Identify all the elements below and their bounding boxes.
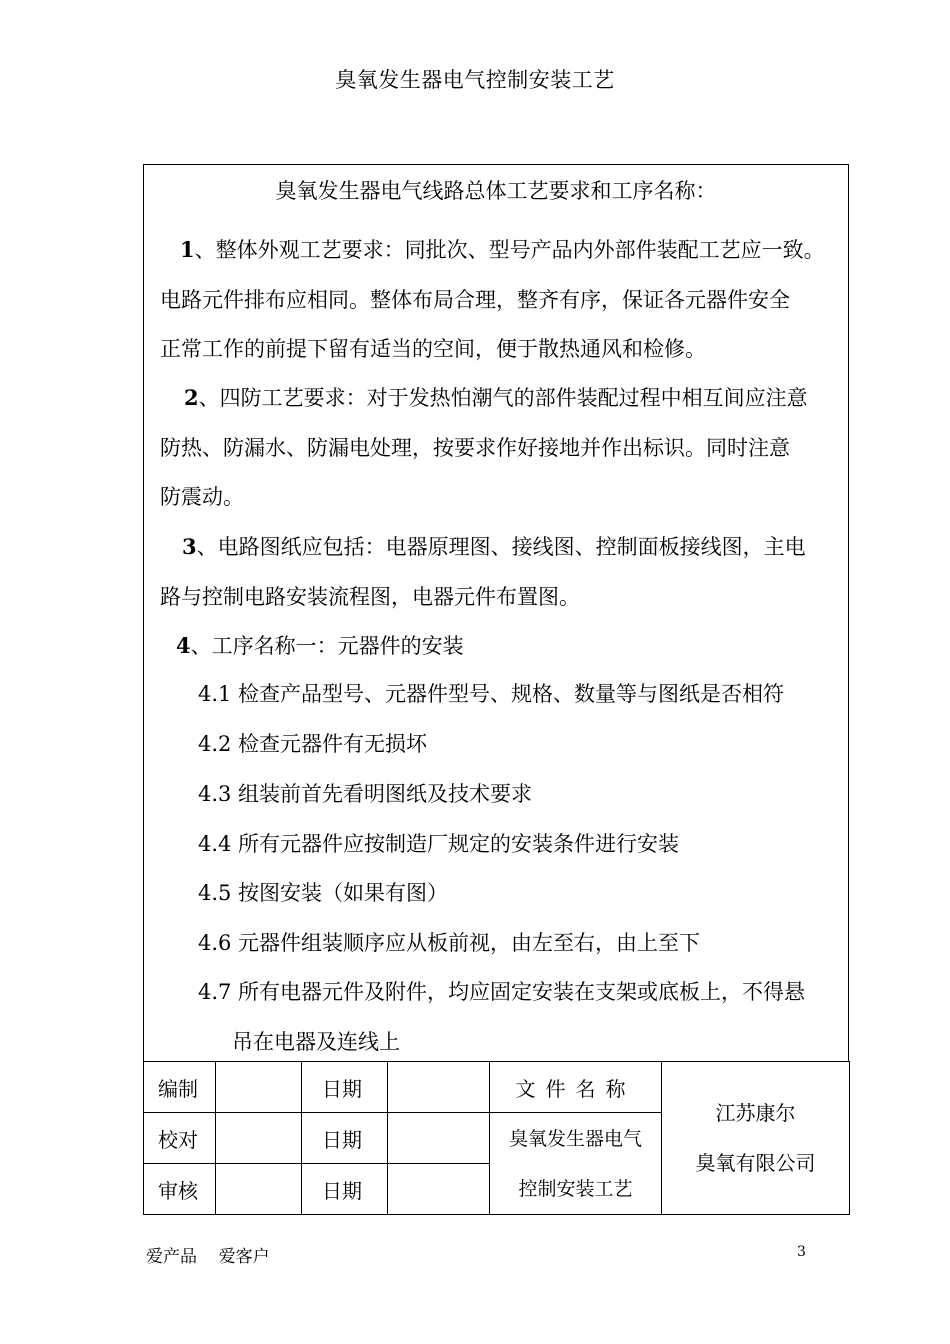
item-number: 4.7 <box>198 980 232 1004</box>
list-item <box>198 720 427 770</box>
date-value <box>388 1062 490 1113</box>
doc-name-line: 控制安装工艺 <box>518 1177 633 1200</box>
item-text: 检查产品型号、元器件型号、规格、数量等与图纸是否相符 <box>238 682 784 706</box>
page-header-title: 臭氧发生器电气控制安装工艺 <box>335 68 615 92</box>
paragraph-4 <box>160 621 840 672</box>
date-label: 日期 <box>302 1062 388 1113</box>
list-item <box>198 820 679 870</box>
item-text: 元器件组装顺序应从板前视，由左至右，由上至下 <box>238 931 700 955</box>
checked-by-label: 校对 <box>144 1113 216 1164</box>
company-line: 臭氧有限公司 <box>695 1151 816 1175</box>
doc-name-header: 文件名称 <box>490 1062 662 1113</box>
paragraph-line: 、四防工艺要求：对于发热怕潮气的部件装配过程中相互间应注意 <box>198 386 808 410</box>
date-label: 日期 <box>302 1113 388 1164</box>
table-row <box>144 1062 850 1113</box>
paragraph-2 <box>160 373 840 523</box>
list-item <box>198 968 805 1018</box>
paragraph-number: 1 <box>180 237 195 262</box>
paragraph-number: 2 <box>184 385 199 410</box>
paragraph-line: 电路元件排布应相同。整体布局合理，整齐有序，保证各元器件安全 <box>160 287 790 312</box>
list-item <box>198 770 532 820</box>
content-box <box>143 164 849 1062</box>
paragraph-3 <box>160 522 840 622</box>
item-text: 所有电器元件及附件，均应固定安装在支架或底板上，不得悬 <box>238 980 805 1004</box>
item-number: 4.6 <box>198 931 232 955</box>
paragraph-line: 、工序名称一：元器件的安装 <box>190 634 464 658</box>
list-item <box>198 919 700 969</box>
item-text: 组装前首先看明图纸及技术要求 <box>238 782 532 806</box>
item-number: 4.1 <box>198 682 232 706</box>
paragraph-line: 防热、防漏水、防漏电处理，按要求作好接地并作出标识。同时注意 <box>160 435 790 460</box>
item-number: 4.2 <box>198 732 232 756</box>
checked-by-value <box>216 1113 302 1164</box>
paragraph-line: 、电路图纸应包括：电器原理图、接线图、控制面板接线图，主电 <box>196 535 806 559</box>
paragraph-number: 4 <box>176 633 191 658</box>
footer-slogan: 爱产品 爱客户 <box>146 1247 270 1267</box>
paragraph-line: 防震动。 <box>160 485 244 509</box>
prepared-by-value <box>216 1062 302 1113</box>
doc-name <box>490 1113 662 1215</box>
list-item <box>198 869 448 919</box>
paragraph-1 <box>160 225 840 375</box>
reviewed-by-value <box>216 1164 302 1215</box>
item-text: 所有元器件应按制造厂规定的安装条件进行安装 <box>238 832 679 856</box>
paragraph-number: 3 <box>182 534 197 559</box>
date-label: 日期 <box>302 1164 388 1215</box>
page-number: 3 <box>797 1244 806 1260</box>
date-value <box>388 1113 490 1164</box>
item-text: 检查元器件有无损坏 <box>238 732 427 756</box>
date-value <box>388 1164 490 1215</box>
item-number: 4.4 <box>198 832 232 856</box>
list-item-continuation: 吊在电器及连线上 <box>232 1030 400 1054</box>
company-line: 江苏康尔 <box>715 1101 796 1125</box>
company-name <box>662 1062 850 1215</box>
section-title: 臭氧发生器电气线路总体工艺要求和工序名称： <box>275 179 717 203</box>
doc-name-line: 臭氧发生器电气 <box>508 1127 642 1150</box>
paragraph-line: 路与控制电路安装流程图，电器元件布置图。 <box>160 584 580 609</box>
paragraph-line: 正常工作的前提下留有适当的空间，便于散热通风和检修。 <box>160 337 706 361</box>
item-number: 4.3 <box>198 782 232 806</box>
item-text: 按图安装（如果有图） <box>238 881 448 905</box>
item-number: 4.5 <box>198 881 232 905</box>
reviewed-by-label: 审核 <box>144 1164 216 1215</box>
approval-table <box>143 1061 850 1215</box>
prepared-by-label: 编制 <box>144 1062 216 1113</box>
paragraph-line: 、整体外观工艺要求：同批次、型号产品内外部件装配工艺应一致。 <box>194 238 825 262</box>
list-item <box>198 670 784 720</box>
